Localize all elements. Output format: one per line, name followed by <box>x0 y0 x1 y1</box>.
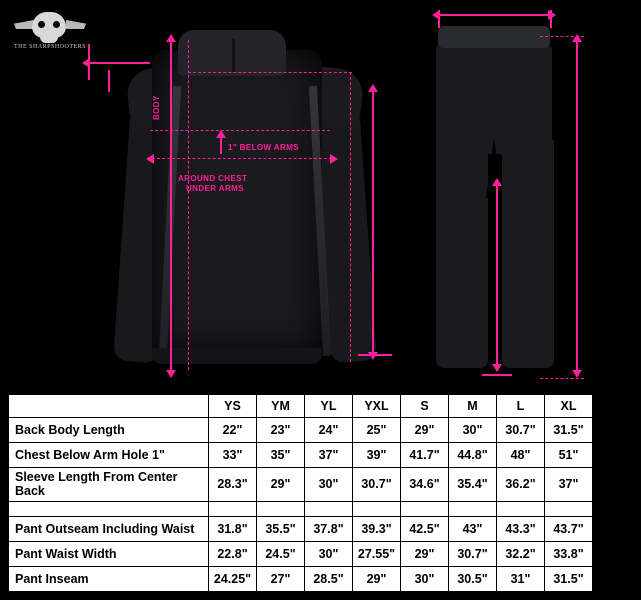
cell: 32.2" <box>593 418 641 443</box>
pants-leg-right <box>502 140 554 368</box>
spacer-cell <box>449 501 497 516</box>
header-size-2xl: 2XL <box>593 395 641 418</box>
cell: 24.5" <box>257 541 305 566</box>
size-table-container <box>8 394 632 592</box>
cell: 22.8" <box>209 541 257 566</box>
cell: 30" <box>305 468 353 502</box>
header-size-l: L <box>497 395 545 418</box>
header-size-yxl: YXL <box>353 395 401 418</box>
cell: 33.8" <box>545 541 593 566</box>
sleeve-length-dashed-line <box>350 72 351 362</box>
jacket-graphic <box>120 26 370 376</box>
below-arms-measure-line <box>220 136 222 154</box>
cell: 30" <box>305 541 353 566</box>
jacket-hem <box>152 348 322 364</box>
table-group-spacer <box>9 501 641 516</box>
cell: 35.5" <box>593 541 641 566</box>
pants-graphic <box>420 20 570 380</box>
chest-label-line2: UNDER ARMS <box>186 184 244 193</box>
body-length-measure-line <box>170 42 172 372</box>
row-label-chest-below-arm-hole: Chest Below Arm Hole 1" <box>9 443 209 468</box>
cell: 44" <box>593 516 641 541</box>
body-length-arrow-down <box>166 370 176 378</box>
table-row <box>9 418 641 443</box>
cell: 30.7" <box>353 468 401 502</box>
cell: 31.5" <box>545 566 593 591</box>
pants-leg-gap <box>488 170 500 370</box>
header-size-ym: YM <box>257 395 305 418</box>
sleeve-top-tick <box>88 44 90 80</box>
body-label: BODY <box>152 95 161 120</box>
cell: 48" <box>497 443 545 468</box>
table-row <box>9 468 641 502</box>
brand-logo <box>14 12 86 60</box>
waist-right-tick <box>550 10 552 28</box>
header-size-m: M <box>449 395 497 418</box>
spacer-cell <box>593 501 641 516</box>
cell: 34.6" <box>401 468 449 502</box>
cell: 23" <box>257 418 305 443</box>
cell: 35.5" <box>257 516 305 541</box>
cell: 24" <box>305 418 353 443</box>
cell: 33" <box>209 443 257 468</box>
cell: 44.8" <box>449 443 497 468</box>
jacket-collar <box>178 30 286 76</box>
table-row <box>9 516 641 541</box>
spacer-cell <box>497 501 545 516</box>
outseam-top-dashed <box>540 36 584 37</box>
spacer-cell <box>257 501 305 516</box>
cell: 30.7" <box>497 418 545 443</box>
logo-wing-left-icon <box>14 20 34 29</box>
spacer-cell <box>305 501 353 516</box>
pants-hip <box>436 44 552 154</box>
outseam-bottom-dashed <box>540 378 584 379</box>
cell: 30.5" <box>449 566 497 591</box>
cell: 29" <box>401 418 449 443</box>
logo-wing-right-icon <box>66 20 86 29</box>
cell: 39.3" <box>353 516 401 541</box>
cell: 25" <box>353 418 401 443</box>
cell: 27" <box>257 566 305 591</box>
cell: 28.3" <box>209 468 257 502</box>
cell: 36.2" <box>497 468 545 502</box>
cell: 31" <box>497 566 545 591</box>
cell: 29" <box>353 566 401 591</box>
sleeve-length-top-dashed <box>188 72 352 73</box>
header-size-yl: YL <box>305 395 353 418</box>
cell: 32.2" <box>497 541 545 566</box>
cell: 28.5" <box>305 566 353 591</box>
pants-leg-left <box>436 140 488 368</box>
chest-arrow-left <box>146 154 154 164</box>
cell: 37.8" <box>593 468 641 502</box>
cell: 37" <box>545 468 593 502</box>
cell: 35.4" <box>449 468 497 502</box>
inseam-arrow-down <box>492 364 502 372</box>
table-row <box>9 443 641 468</box>
table-row <box>9 566 641 591</box>
cell: 42.5" <box>401 516 449 541</box>
body-length-dashed-line <box>188 40 189 370</box>
pants-waistband <box>438 26 550 48</box>
below-arms-label: 1" BELOW ARMS <box>228 143 299 152</box>
cell: 43.7" <box>545 516 593 541</box>
chest-label-line1: AROUND CHEST <box>178 174 248 183</box>
body-length-arrow-up <box>166 34 176 42</box>
sleeve-length-measure-line <box>372 92 374 354</box>
cell: 41.7" <box>401 443 449 468</box>
sleeve-top-tick-2 <box>108 70 110 92</box>
outseam-arrow-down <box>572 370 582 378</box>
cell: 22" <box>209 418 257 443</box>
brand-name: THE SHARPSHOOTERS <box>14 44 87 50</box>
header-size-xl: XL <box>545 395 593 418</box>
cell: 35" <box>257 443 305 468</box>
arm-hole-dashed-line <box>150 130 330 131</box>
cell: 31.5" <box>545 418 593 443</box>
cell: 27.55" <box>353 541 401 566</box>
row-label-pant-inseam: Pant Inseam <box>9 566 209 591</box>
cell: 54.3" <box>593 443 641 468</box>
inseam-measure-line <box>496 186 498 366</box>
sleeve-top-measure-line <box>88 62 150 64</box>
cell: 30" <box>449 418 497 443</box>
header-size-ys: YS <box>209 395 257 418</box>
cell: 30.7" <box>449 541 497 566</box>
row-label-back-body-length: Back Body Length <box>9 418 209 443</box>
cell: 29" <box>401 541 449 566</box>
cell: 37.8" <box>305 516 353 541</box>
cell: 39" <box>353 443 401 468</box>
sleeve-length-arrow-down <box>368 352 378 360</box>
size-table <box>8 394 641 592</box>
table-row <box>9 541 641 566</box>
inseam-arrow-up <box>492 178 502 186</box>
cell: 51" <box>545 443 593 468</box>
cell: 30" <box>401 566 449 591</box>
cell: 29" <box>257 468 305 502</box>
cell: 24.25" <box>209 566 257 591</box>
waist-width-measure-line <box>438 14 550 16</box>
cell: 32" <box>593 566 641 591</box>
cell: 43.3" <box>497 516 545 541</box>
cell: 43" <box>449 516 497 541</box>
inseam-bottom-tick <box>482 374 512 376</box>
chest-arrow-right <box>330 154 338 164</box>
header-size-s: S <box>401 395 449 418</box>
chest-dashed-line <box>152 158 332 159</box>
spacer-cell <box>9 501 209 516</box>
header-blank-cell <box>9 395 209 418</box>
below-arms-arrow-up <box>216 130 226 138</box>
spacer-cell <box>401 501 449 516</box>
skull-icon <box>32 12 66 38</box>
row-label-pant-waist-width: Pant Waist Width <box>9 541 209 566</box>
row-label-pant-outseam: Pant Outseam Including Waist <box>9 516 209 541</box>
cell: 37" <box>305 443 353 468</box>
cell: 31.8" <box>209 516 257 541</box>
sleeve-length-arrow-up <box>368 84 378 92</box>
row-label-sleeve-length: Sleeve Length From Center Back <box>9 468 209 502</box>
table-header-row <box>9 395 641 418</box>
spacer-cell <box>545 501 593 516</box>
spacer-cell <box>353 501 401 516</box>
skull-jaw-icon <box>40 36 58 43</box>
outseam-measure-line <box>576 42 578 372</box>
waist-left-tick <box>438 10 440 28</box>
spacer-cell <box>209 501 257 516</box>
